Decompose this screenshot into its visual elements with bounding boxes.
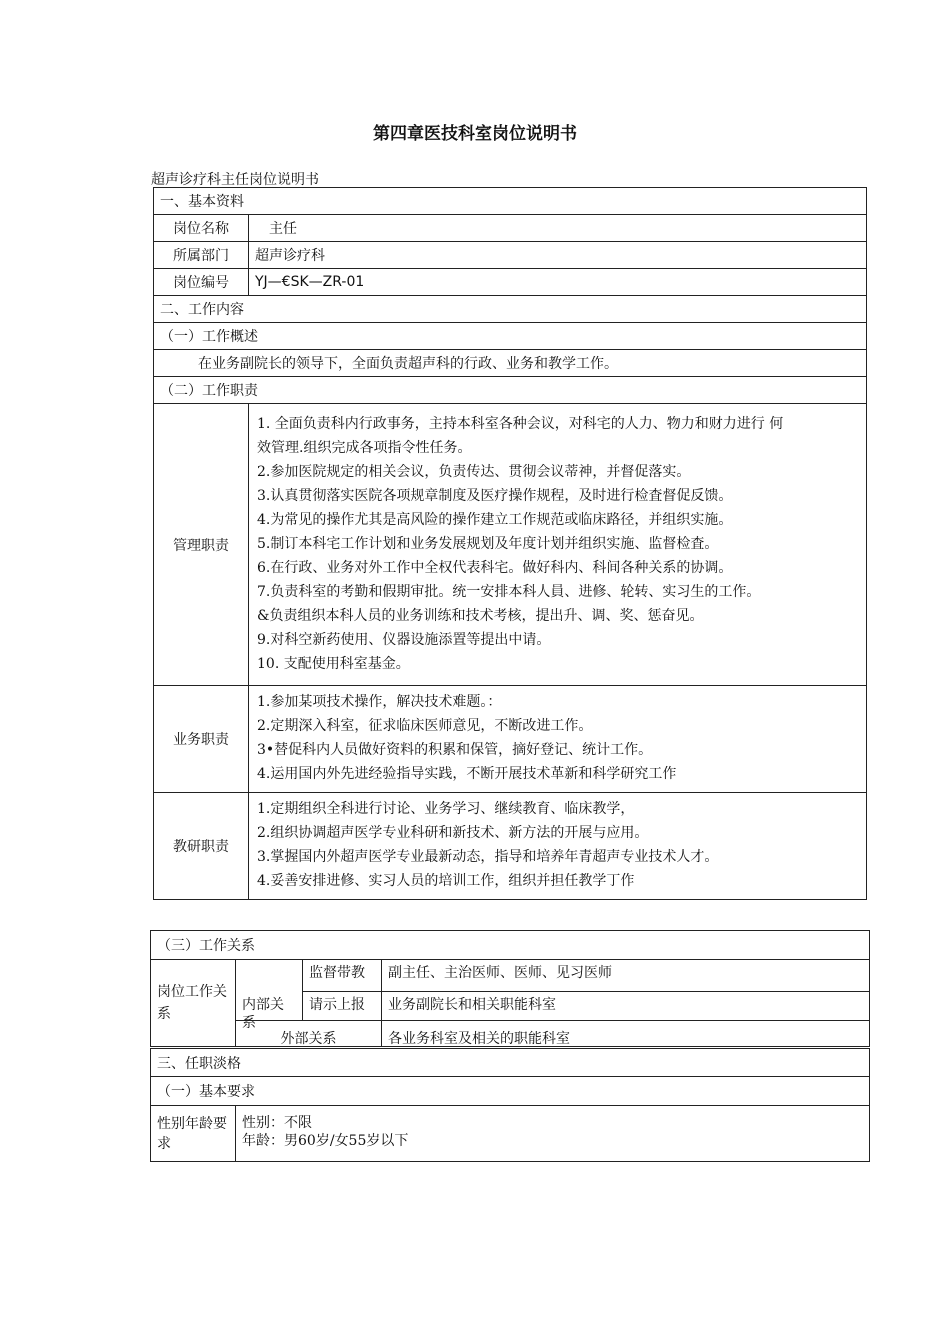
- list-item: 4.运用国内外先进经验指导实践，不断开展技术革新和科学研究工作: [257, 766, 677, 782]
- management-duties-list: [249, 404, 867, 686]
- list-item: 2.定期深入科室，征求临床医师意见，不断改进工作。: [257, 718, 593, 734]
- list-item: 1. 全面负责科内行政事务，主持本科室各种会议，对科宅的人力、物力和财力进行 何: [257, 415, 784, 432]
- list-item: 4.为常见的操作尤其是高风险的操作建立工作规范或临床路径，并组织实施。: [257, 511, 733, 528]
- report-value: 业务副院长和相关职能科室: [382, 992, 870, 1021]
- work-duties-header: （二）工作职责: [154, 377, 867, 404]
- outer-relations-cell: [236, 1021, 382, 1047]
- list-item: 6.在行政、业务对外工作中全权代表科宅。做好科内、科间各种关系的协调。: [257, 559, 733, 576]
- position-name-value: 主任: [249, 215, 867, 242]
- relations-label: [151, 960, 236, 1047]
- gender-age-label: [151, 1106, 236, 1162]
- teaching-duties-list: [249, 793, 867, 900]
- gender-age-label-text: 性别年龄要求: [157, 1115, 227, 1152]
- work-overview-text: 在业务副院长的领导下，全面负责超声科的行政、业务和教学工作。: [154, 350, 867, 377]
- gender-requirement: 性别：不限: [242, 1115, 312, 1131]
- qualifications-table: [150, 1048, 870, 1162]
- qualifications-header: 三、任职淡格: [151, 1049, 870, 1077]
- list-item: 效管理.组织完成各项指令性任务。: [257, 439, 472, 456]
- department-value: 超声诊疗科: [249, 242, 867, 269]
- supervise-type-label: 监督带教: [309, 965, 365, 981]
- management-duties-label: 管理职责: [154, 404, 249, 686]
- list-item: 7.负责科室的考勤和假期审批。统一安排本科人員、进修、轮转、实习生的工作。: [257, 583, 761, 600]
- supervise-value: 副主任、主治医师、医师、见习医师: [382, 960, 870, 992]
- supervise-type-cell: [303, 960, 382, 992]
- outer-relations-label: 外部关系: [280, 1031, 337, 1047]
- outer-relations-value-cell: [382, 1021, 870, 1047]
- inner-relations-cell: [236, 960, 303, 1031]
- list-item: 9.对科空新药使用、仪器设施添置等提出中请。: [257, 631, 551, 648]
- teaching-duties-label: 教研职责: [154, 793, 249, 900]
- list-item: 3.掌握国内外超声医学专业最新动态，指导和培养年青超声专业技术人才。: [257, 849, 719, 865]
- list-item: &负责组织本科人员的业务训练和技术考核，提出升、调、奖、惩奋见。: [257, 607, 704, 624]
- list-item: 3•替促科内人员做好资料的积累和保管，摘好登记、统计工作。: [257, 742, 653, 758]
- job-description-table: [153, 187, 867, 900]
- work-relations-table: [150, 930, 870, 1047]
- report-type-label: 请示上报: [309, 997, 365, 1013]
- department-label: 所属部门: [154, 242, 249, 269]
- report-type-cell: [303, 992, 382, 1021]
- list-item: 10. 支配使用科室基金。: [257, 655, 410, 672]
- work-overview-header: （一）工作概述: [154, 323, 867, 350]
- list-item: 1.定期组织全科进行讨论、业务学习、继续教育、临床教学，: [257, 801, 635, 817]
- list-item: 5.制订本科宅工作计划和业务发展规划及年度计划并组织实施、监督检査。: [257, 535, 719, 552]
- position-code-value: YJ—€SK—ZR-01: [249, 269, 867, 296]
- list-item: 4.妥善安排进修、实习人员的培训工作，组织并担任教学丁作: [257, 873, 635, 889]
- age-requirement: 年龄：男60岁/女55岁以下: [242, 1133, 409, 1149]
- relations-label-text: 岗位工作关系: [157, 984, 227, 1022]
- list-item: 1.参加某项技术操作，解决技术难题。：: [257, 694, 502, 710]
- inner-relations-label: 内部关系: [242, 997, 284, 1031]
- position-name-label: 岗位名称: [154, 215, 249, 242]
- work-content-header: 二、工作内容: [154, 296, 867, 323]
- list-item: 2.组织协调超声医学专业科研和新技术、新方法的开展与应用。: [257, 825, 649, 841]
- outer-relations-value: 各业务科室及相关的职能科室: [388, 1031, 570, 1047]
- list-item: 3.认真贯彻落实医院各项规章制度及医疗操作规程，及时进行检査督促反馈。: [257, 487, 733, 504]
- list-item: 2.参加医院规定的相关会议，负责传达、贯彻会议蒂神，并督促落实。: [257, 463, 691, 480]
- position-code-label: 岗位编号: [154, 269, 249, 296]
- work-relations-header: （三）工作关系: [151, 931, 870, 960]
- page-title: 第四章医技科室岗位说明书: [373, 124, 577, 144]
- basic-info-header: 一、基本资料: [154, 188, 867, 215]
- basic-requirements-header: （一）基本要求: [151, 1077, 870, 1106]
- gender-age-value: [236, 1106, 870, 1162]
- business-duties-label: 业务职责: [154, 686, 249, 793]
- document-subtitle: 超声诊疗科主任岗位说明书: [151, 172, 319, 188]
- business-duties-list: [249, 686, 867, 793]
